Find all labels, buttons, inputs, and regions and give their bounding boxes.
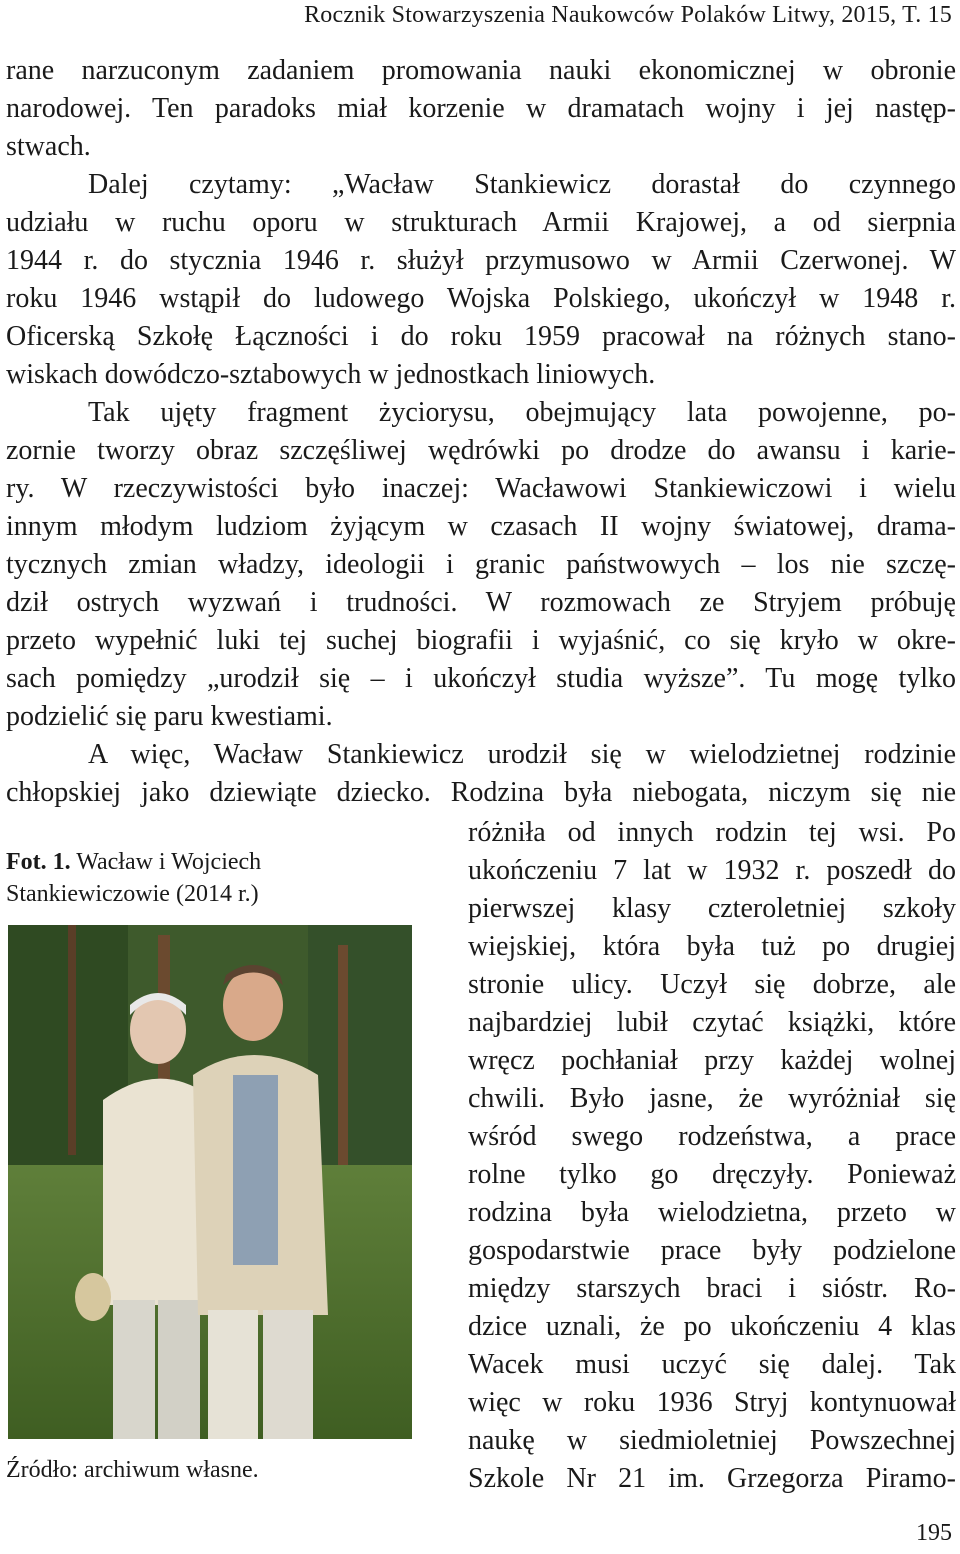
column-line: najbardziej lubił czytać książki, które: [468, 1007, 956, 1038]
caption-label: Fot. 1.: [6, 849, 71, 875]
photo-two-men: [8, 925, 412, 1439]
column-line: rodzina była wielodzietna, przeto w: [468, 1197, 956, 1228]
body-line: 1944 r. do stycznia 1946 r. służył przymusowo w Armii Czerwonej. W: [6, 245, 956, 276]
column-line: wręcz pochłaniał przy każdej wolnej: [468, 1045, 956, 1076]
photo-caption: [6, 846, 406, 910]
body-line: Dalej czytamy: „Wacław Stankiewicz dorastał do czynnego: [88, 169, 956, 200]
body-line: wiskach dowódczo-sztabowych w jednostkach liniowych.: [6, 359, 656, 390]
body-line: dził ostrych wyzwań i trudności. W rozmowach ze Stryjem próbuję: [6, 587, 956, 618]
body-line: podzielić się paru kwestiami.: [6, 701, 333, 732]
running-header: Rocznik Stowarzyszenia Naukowców Polaków Litwy, 2015, T. 15: [304, 2, 952, 28]
column-line: chwili. Było jasne, że wyróżniał się: [468, 1083, 956, 1114]
photo-source: Źródło: archiwum własne.: [6, 1457, 259, 1483]
column-line: różniła od innych rodzin tej wsi. Po: [468, 817, 956, 848]
body-line: sach pomiędzy „urodził się – i ukończył studia wyższe”. Tu mogę tylko: [6, 663, 956, 694]
caption-text: Wacław i Wojciech Stankiewiczowie (2014 r.): [6, 849, 262, 907]
column-line: pierwszej klasy czteroletniej szkoły: [468, 893, 956, 924]
body-line: innym młodym ludziom żyjącym w czasach II wojny światowej, drama-: [6, 511, 956, 542]
body-line: narodowej. Ten paradoks miał korzenie w dramatach wojny i jej następ-: [6, 93, 956, 124]
body-line: Oficerską Szkołę Łączności i do roku 1959 pracował na różnych stano-: [6, 321, 956, 352]
body-line: stwach.: [6, 131, 91, 162]
page-number: 195: [916, 1520, 952, 1546]
body-line: A więc, Wacław Stankiewicz urodził się w wielodzietnej rodzinie: [88, 739, 956, 770]
column-line: Szkole Nr 21 im. Grzegorza Piramo-: [468, 1463, 956, 1494]
body-line: przeto wypełnić luki tej suchej biografii i wyjaśnić, co się kryło w okre-: [6, 625, 956, 656]
column-line: między starszych braci i sióstr. Ro-: [468, 1273, 956, 1304]
column-line: wśród swego rodzeństwa, a prace: [468, 1121, 956, 1152]
column-line: naukę w siedmioletniej Powszechnej: [468, 1425, 956, 1456]
body-line: ry. W rzeczywistości było inaczej: Wacławowi Stankiewiczowi i wielu: [6, 473, 956, 504]
body-line: chłopskiej jako dziewiąte dziecko. Rodzina była niebogata, niczym się nie: [6, 777, 956, 808]
body-line: tycznych zmian władzy, ideologii i granic państwowych – los nie szczę-: [6, 549, 956, 580]
column-line: rolne tylko go dręczyły. Ponieważ: [468, 1159, 956, 1190]
column-line: dzice uznali, że po ukończeniu 4 klas: [468, 1311, 956, 1342]
column-line: stronie ulicy. Uczył się dobrze, ale: [468, 969, 956, 1000]
column-line: wiejskiej, która była tuż po drugiej: [468, 931, 956, 962]
body-line: Tak ujęty fragment życiorysu, obejmujący lata powojenne, po-: [88, 397, 956, 428]
body-line: rane narzuconym zadaniem promowania nauki ekonomicznej w obronie: [6, 55, 956, 86]
body-line: zornie tworzy obraz szczęśliwej wędrówki po drodze do awansu i karie-: [6, 435, 956, 466]
column-line: gospodarstwie prace były podzielone: [468, 1235, 956, 1266]
column-line: ukończeniu 7 lat w 1932 r. poszedł do: [468, 855, 956, 886]
column-line: więc w roku 1936 Stryj kontynuował: [468, 1387, 956, 1418]
body-line: udziału w ruchu oporu w strukturach Armii Krajowej, a od sierpnia: [6, 207, 956, 238]
column-line: Wacek musi uczyć się dalej. Tak: [468, 1349, 956, 1380]
body-line: roku 1946 wstąpił do ludowego Wojska Polskiego, ukończył w 1948 r.: [6, 283, 956, 314]
